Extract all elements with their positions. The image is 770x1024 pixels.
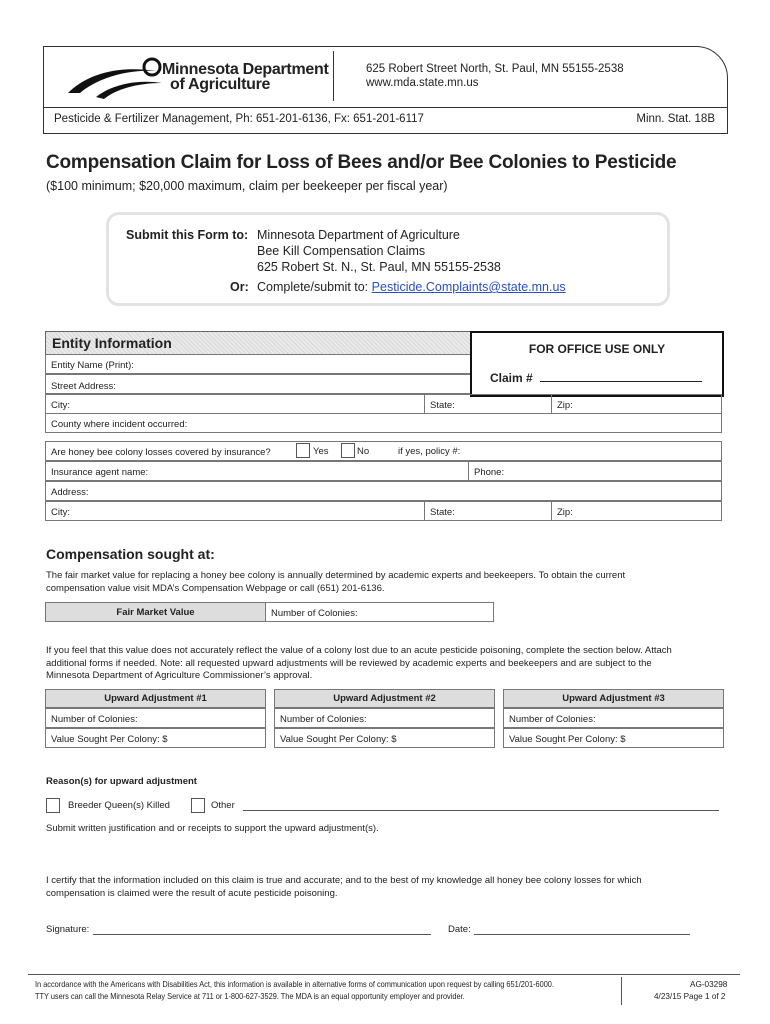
page-title: Compensation Claim for Loss of Bees and/or Bee Colonies to Pesticide [46,152,677,173]
signature-line[interactable] [93,934,431,935]
page-subtitle: ($100 minimum; $20,000 maximum, claim per beekeeper per fiscal year) [46,179,448,193]
other-reason-line[interactable] [243,810,719,811]
fmv-colonies-field[interactable] [265,602,494,622]
signature-label: Signature: [46,924,90,935]
footer-line-2: TTY users can call the Minnesota Relay Service at 711 or 1-800-627-3529. The MDA is an equal opportunity employer and provider. [35,992,465,1001]
footer-page-number: 4/23/15 Page 1 of 2 [654,992,726,1001]
policy-number-label: if yes, policy #: [398,446,461,457]
date-line[interactable] [474,934,690,935]
agent-state-label: State: [430,507,455,518]
compensation-intro-line-2: compensation value visit MDA’s Compensation Webpage or call (651) 201-6136. [46,582,385,594]
office-use-box [470,331,724,397]
adjustment-3-colonies-field[interactable] [503,708,724,728]
insurance-no-checkbox[interactable] [341,443,355,458]
breeder-queen-checkbox[interactable] [46,798,60,813]
footer-divider [621,977,622,1005]
adjustment-1-colonies-field[interactable] [45,708,266,728]
agent-name-label: Insurance agent name: [51,467,149,478]
certification-text [46,875,642,900]
submit-line-1: Minnesota Department of Agriculture [257,228,460,242]
agent-state-field[interactable] [424,501,552,521]
agent-city-field[interactable] [45,501,425,521]
adjustment-1-value-field[interactable] [45,728,266,748]
fmv-colonies-label: Number of Colonies: [271,608,358,619]
upward-intro-line-1: If you feel that this value does not accurately reflect the value of a colony lost due to an acute pesticide poisoning, complete the section below. Attach [46,645,672,656]
submit-label: Submit this Form to: [126,228,249,242]
state-field[interactable] [424,394,552,414]
logo-line-2: of Agriculture [170,76,271,93]
agent-phone-label: Phone: [474,467,505,478]
header-divider [333,51,334,101]
insurance-question: Are honey bee colony losses covered by insurance? [51,447,271,458]
footer-rule [28,974,740,975]
adjustment-2-colonies-field[interactable] [274,708,495,728]
insurance-no-label: No [357,446,370,457]
claim-number-field[interactable] [490,371,702,385]
claim-number-line [540,381,702,382]
upward-adjustment-intro [46,645,672,683]
breeder-queen-label: Breeder Queen(s) Killed [68,800,170,811]
insurance-yes-label: Yes [313,446,329,457]
adjustment-1-header: Upward Adjustment #1 [45,689,266,708]
entity-section-header [45,331,472,355]
adjustment-2-value-field[interactable] [274,728,495,748]
compensation-intro-line-1: The fair market value for replacing a honey bee colony is annually determined by academic experts and beekeepers. To obtain the current [46,570,626,581]
agent-zip-label: Zip: [557,507,573,518]
footer-ada-notice [35,979,554,1003]
city-field[interactable] [45,394,425,414]
adjustment-1-colonies-label: Number of Colonies: [51,714,138,725]
agent-address-field[interactable] [45,481,722,501]
agent-address-label: Address: [51,487,89,498]
agent-phone-field[interactable] [468,461,722,481]
submit-line-2: Bee Kill Compensation Claims [257,244,426,258]
claim-number-label: Claim # [490,371,533,385]
insurance-yes-checkbox[interactable] [296,443,310,458]
zip-field[interactable] [551,394,722,414]
header-address-block [366,62,624,90]
mda-logo-icon [66,57,166,101]
compensation-heading: Compensation sought at: [46,546,215,562]
header-website: www.mda.state.mn.us [366,77,479,89]
agent-zip-field[interactable] [551,501,722,521]
agent-city-label: City: [51,507,70,518]
entity-name-label: Entity Name (Print): [51,360,134,371]
adjustment-3-value-field[interactable] [503,728,724,748]
reasons-heading: Reason(s) for upward adjustment [46,776,197,787]
certification-line-1: I certify that the information included on this claim is true and accurate; and to the best of my knowledge all honey bee colony losses for which [46,875,642,886]
date-label: Date: [448,924,471,935]
logo-wordmark [162,62,328,92]
adjustment-3-header: Upward Adjustment #3 [503,689,724,708]
county-field[interactable] [45,413,722,433]
header-division: Pesticide & Fertilizer Management, Ph: 651-201-6136, Fx: 651-201-6117 [54,113,424,125]
submit-or-label: Or: [230,280,249,294]
adjustment-2-colonies-label: Number of Colonies: [280,714,367,725]
agent-name-field[interactable] [45,461,469,481]
state-label: State: [430,400,455,411]
header-box [43,46,728,134]
header-address: 625 Robert Street North, St. Paul, MN 55155-2538 [366,63,624,75]
adjustment-3-colonies-label: Number of Colonies: [509,714,596,725]
fair-market-value-header: Fair Market Value [45,602,266,622]
zip-label: Zip: [557,400,573,411]
other-reason-checkbox[interactable] [191,798,205,813]
other-reason-label: Other [211,800,235,811]
city-label: City: [51,400,70,411]
adjustment-2-header: Upward Adjustment #2 [274,689,495,708]
logo-line-1: Minnesota Department [162,61,329,78]
adjustment-3-value-label: Value Sought Per Colony: $ [509,734,626,745]
compensation-intro [46,570,625,595]
county-label: County where incident occurred: [51,419,188,430]
adjustment-2-value-label: Value Sought Per Colony: $ [280,734,397,745]
reasons-note: Submit written justification and or receipts to support the upward adjustment(s). [46,823,379,834]
submit-or-text: Complete/submit to: [257,280,369,294]
header-rule [44,107,727,108]
header-statute: Minn. Stat. 18B [636,113,715,125]
submit-line-3: 625 Robert St. N., St. Paul, MN 55155-2538 [257,260,501,274]
footer-form-id: AG-03298 [690,980,728,989]
submit-instructions-box [109,215,667,303]
insurance-question-row [45,441,722,461]
street-address-label: Street Address: [51,381,116,392]
upward-intro-line-2: additional forms if needed. Note: all requested upward adjustments will be reviewed by academic experts and beekeepers and are subject to the [46,657,652,669]
adjustment-1-value-label: Value Sought Per Colony: $ [51,734,168,745]
entity-heading: Entity Information [52,335,172,351]
entity-name-field[interactable] [45,354,471,374]
office-use-heading: FOR OFFICE USE ONLY [528,342,666,356]
upward-intro-line-3: Minnesota Department of Agriculture Commissioner’s approval. [46,670,313,681]
street-address-field[interactable] [45,374,471,394]
submit-email-link[interactable]: Pesticide.Complaints@state.mn.us [371,280,566,294]
certification-line-2: compensation is claimed were the result of acute pesticide poisoning. [46,887,338,899]
footer-line-1: In accordance with the Americans with Disabilities Act, this information is available in alternative forms of communication upon request by calling 651/201-6000. [35,980,554,989]
